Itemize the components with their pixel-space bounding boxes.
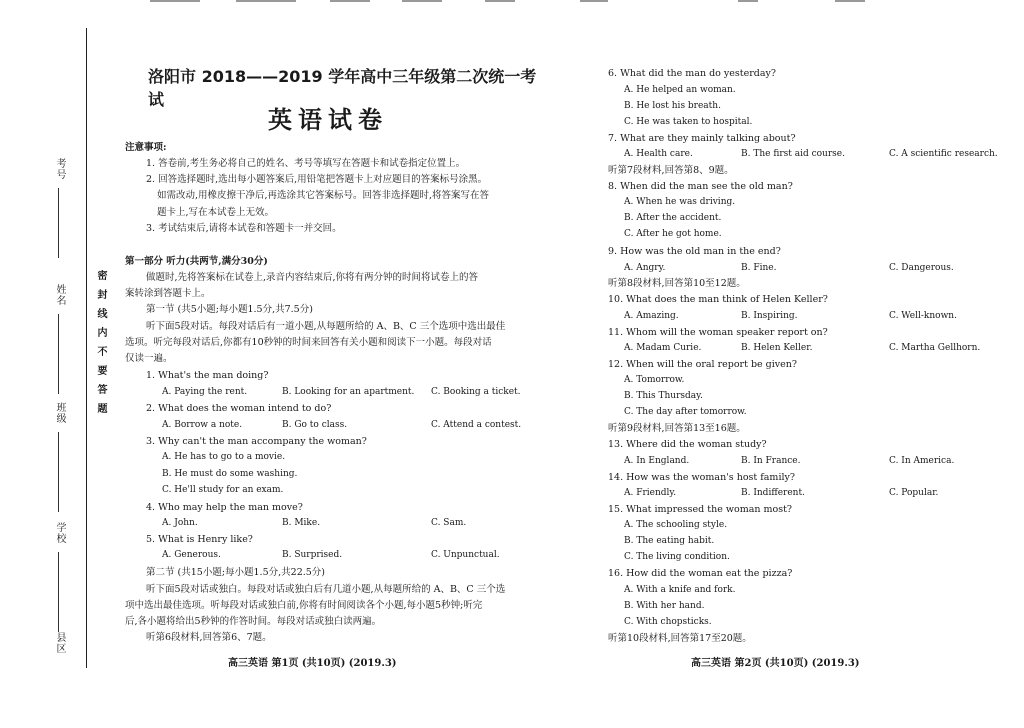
part1-intro: 做题时,先将答案标在试卷上,录音内容结束后,你将有两分钟的时间将试卷上的答 — [146, 272, 479, 283]
option-1c: C. Booking a ticket. — [431, 387, 521, 397]
page-footer-left: 高三英语 第1页 (共10页) (2019.3) — [228, 658, 397, 669]
section1-heading: 第一节 (共5小题;每小题1.5分,共7.5分) — [146, 304, 313, 315]
scan-mark — [236, 0, 296, 2]
option-16b: B. With her hand. — [624, 601, 705, 611]
scan-mark — [150, 0, 200, 2]
option-7b: B. The first aid course. — [741, 149, 845, 159]
scan-mark — [738, 0, 758, 2]
option-15a: A. The schooling style. — [624, 520, 728, 530]
option-8c: C. After he got home. — [624, 229, 722, 239]
exam-title: 洛阳市 2018——2019 学年高中三年级第二次统一考试 — [148, 67, 537, 109]
margin-label-exam-number: 考号 — [54, 158, 65, 180]
option-6c: C. He was taken to hospital. — [624, 117, 753, 127]
exam-subject: 英语试卷 — [268, 105, 388, 134]
question-13: 13. Where did the woman study? — [608, 439, 767, 450]
margin-label-county: 县区 — [54, 632, 65, 654]
seal-notice: 密封线内不要答题 — [95, 270, 106, 422]
option-11c: C. Martha Gellhorn. — [889, 343, 981, 353]
option-12c: C. The day after tomorrow. — [624, 407, 747, 417]
question-11: 11. Whom will the woman speaker report on? — [608, 327, 828, 338]
option-14a: A. Friendly. — [624, 488, 677, 498]
margin-label-class: 班级 — [54, 402, 65, 424]
section2-intro: 后,各小题将给出5秒钟的作答时间。每段对话或独白读两遍。 — [125, 616, 382, 627]
note-line: 如需改动,用橡皮擦干净后,再选涂其它答案标号。回答非选择题时,将答案写在答 — [157, 190, 490, 201]
question-2: 2. What does the woman intend to do? — [146, 403, 332, 414]
option-6a: A. He helped an woman. — [624, 85, 736, 95]
question-6: 6. What did the man do yesterday? — [608, 68, 776, 79]
question-12: 12. When will the oral report be given? — [608, 359, 797, 370]
scan-mark — [835, 0, 865, 2]
part1-heading: 第一部分 听力(共两节,满分30分) — [125, 256, 268, 267]
option-14c: C. Popular. — [889, 488, 939, 498]
option-8b: B. After the accident. — [624, 213, 722, 223]
section2-heading: 第二节 (共15小题;每小题1.5分,共22.5分) — [146, 567, 326, 578]
option-1a: A. Paying the rent. — [162, 387, 248, 397]
fill-line — [58, 188, 59, 258]
fill-line — [58, 432, 59, 512]
option-16c: C. With chopsticks. — [624, 617, 712, 627]
material-cue: 听第10段材料,回答第17至20题。 — [608, 633, 752, 644]
question-3: 3. Why can't the man accompany the woman? — [146, 436, 367, 447]
option-8a: A. When he was driving. — [624, 197, 736, 207]
option-16a: A. With a knife and fork. — [624, 585, 736, 595]
option-11a: A. Madam Curie. — [624, 343, 702, 353]
option-1b: B. Looking for an apartment. — [282, 387, 415, 397]
scan-mark — [485, 0, 515, 2]
option-10a: A. Amazing. — [624, 311, 679, 321]
material-cue: 听第9段材料,回答第13至16题。 — [608, 423, 746, 434]
option-15c: C. The living condition. — [624, 552, 730, 562]
note-line: 2. 回答选择题时,选出每小题答案后,用铅笔把答题卡上对应题目的答案标号涂黑。 — [146, 174, 488, 185]
option-13a: A. In England. — [624, 456, 690, 466]
fill-line — [58, 314, 59, 394]
option-5c: C. Unpunctual. — [431, 550, 500, 560]
option-3b: B. He must do some washing. — [162, 469, 298, 479]
option-9b: B. Fine. — [741, 263, 777, 273]
option-5a: A. Generous. — [162, 550, 221, 560]
note-line: 3. 考试结束后,请将本试卷和答题卡一并交回。 — [146, 223, 342, 234]
section2-intro: 项中选出最佳选项。听每段对话或独白前,你将有时间阅读各个小题,每小题5秒钟;听完 — [125, 600, 483, 611]
option-13b: B. In France. — [741, 456, 801, 466]
fill-line — [58, 552, 59, 632]
material-cue: 听第7段材料,回答第8、9题。 — [608, 165, 734, 176]
option-6b: B. He lost his breath. — [624, 101, 721, 111]
option-12b: B. This Thursday. — [624, 391, 703, 401]
option-7c: C. A scientific research. — [889, 149, 998, 159]
option-11b: B. Helen Keller. — [741, 343, 813, 353]
option-4c: C. Sam. — [431, 518, 467, 528]
question-1: 1. What's the man doing? — [146, 370, 269, 381]
section2-cue: 听第6段材料,回答第6、7题。 — [146, 632, 272, 643]
option-14b: B. Indifferent. — [741, 488, 805, 498]
option-12a: A. Tomorrow. — [624, 375, 685, 385]
question-7: 7. What are they mainly talking about? — [608, 133, 796, 144]
option-10c: C. Well-known. — [889, 311, 957, 321]
part1-intro: 案转涂到答题卡上。 — [125, 288, 211, 299]
section1-intro: 仅读一遍。 — [125, 353, 173, 364]
question-4: 4. Who may help the man move? — [146, 502, 303, 513]
option-4a: A. John. — [162, 518, 198, 528]
section1-intro: 听下面5段对话。每段对话后有一道小题,从每题所给的 A、B、C 三个选项中选出最佳 — [146, 321, 506, 332]
option-5b: B. Surprised. — [282, 550, 343, 560]
option-3a: A. He has to go to a movie. — [162, 452, 286, 462]
question-14: 14. How was the woman's host family? — [608, 472, 795, 483]
scan-mark — [402, 0, 442, 2]
scan-mark — [580, 0, 608, 2]
note-line: 1. 答卷前,考生务必将自己的姓名、考号等填写在答题卡和试卷指定位置上。 — [146, 158, 466, 169]
question-16: 16. How did the woman eat the pizza? — [608, 568, 793, 579]
margin-label-school: 学校 — [54, 522, 65, 544]
binding-line — [86, 28, 87, 668]
question-10: 10. What does the man think of Helen Keller? — [608, 294, 828, 305]
notes-heading: 注意事项: — [125, 142, 167, 153]
option-4b: B. Mike. — [282, 518, 321, 528]
section2-intro: 听下面5段对话或独白。每段对话或独白后有几道小题,从每题所给的 A、B、C 三个选 — [146, 584, 506, 595]
page-footer-right: 高三英语 第2页 (共10页) (2019.3) — [691, 658, 860, 669]
option-2a: A. Borrow a note. — [162, 420, 243, 430]
question-15: 15. What impressed the woman most? — [608, 504, 793, 515]
option-9a: A. Angry. — [624, 263, 666, 273]
option-9c: C. Dangerous. — [889, 263, 954, 273]
option-10b: B. Inspiring. — [741, 311, 798, 321]
material-cue: 听第8段材料,回答第10至12题。 — [608, 278, 746, 289]
option-15b: B. The eating habit. — [624, 536, 715, 546]
question-9: 9. How was the old man in the end? — [608, 246, 781, 257]
section1-intro: 选项。听完每段对话后,你都有10秒钟的时间来回答有关小题和阅读下一小题。每段对话 — [125, 337, 492, 348]
option-2c: C. Attend a contest. — [431, 420, 522, 430]
question-8: 8. When did the man see the old man? — [608, 181, 793, 192]
option-2b: B. Go to class. — [282, 420, 348, 430]
scan-mark — [330, 0, 370, 2]
margin-label-name: 姓名 — [54, 284, 65, 306]
question-5: 5. What is Henry like? — [146, 534, 253, 545]
note-line: 题卡上,写在本试卷上无效。 — [157, 207, 275, 218]
option-3c: C. He'll study for an exam. — [162, 485, 284, 495]
option-7a: A. Health care. — [624, 149, 693, 159]
option-13c: C. In America. — [889, 456, 955, 466]
